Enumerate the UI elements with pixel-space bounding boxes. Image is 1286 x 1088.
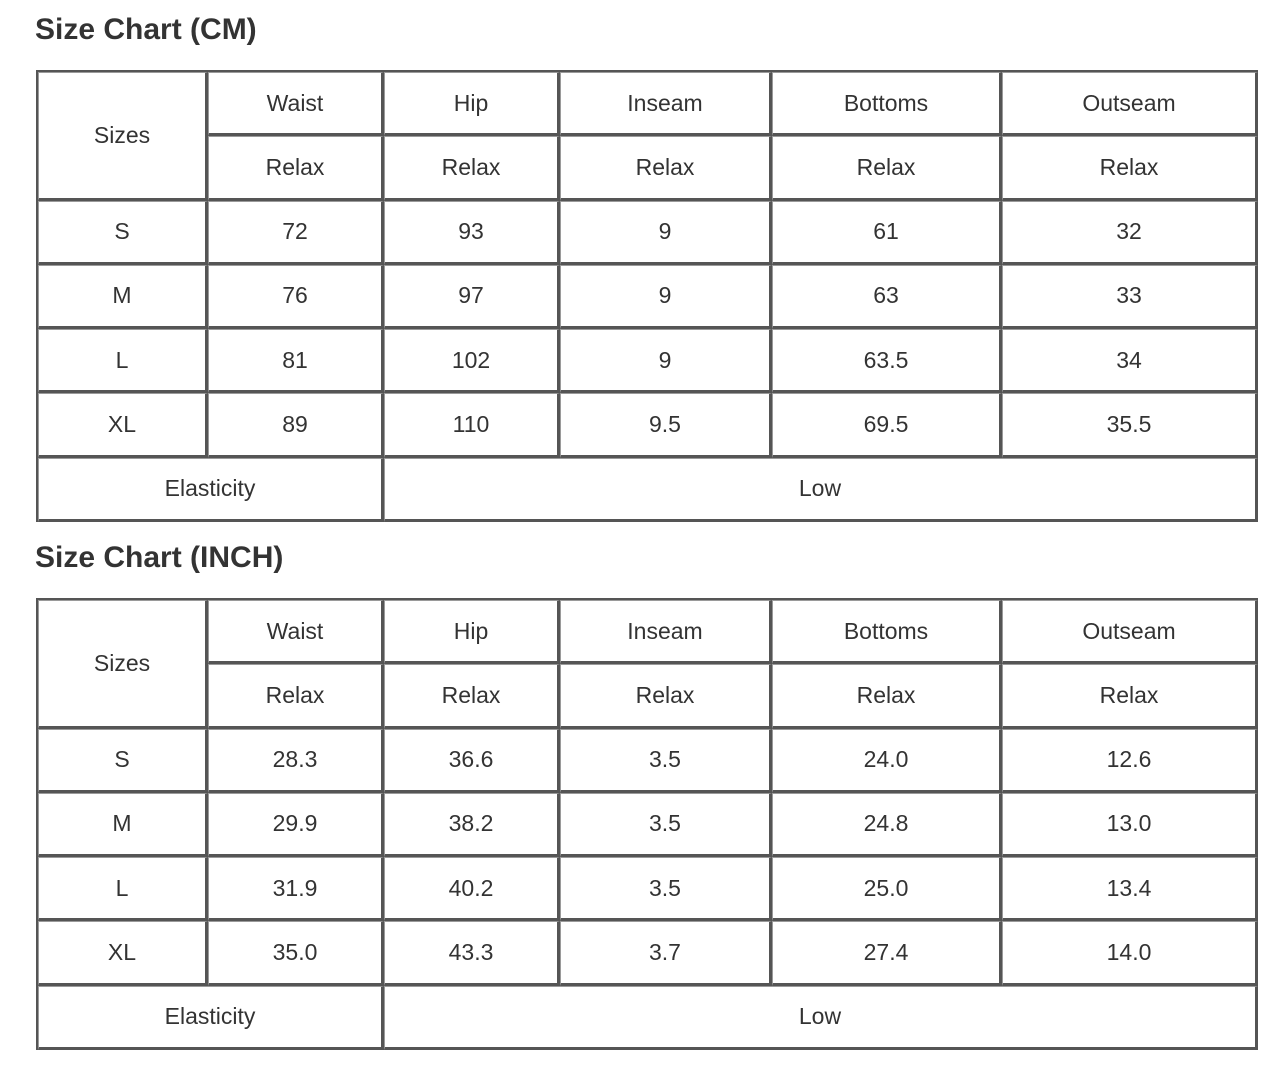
measurement-cell: 93	[384, 201, 560, 265]
table-row	[38, 921, 1258, 985]
measurement-cell: 27.4	[772, 921, 1002, 985]
measurement-cell: 3.5	[560, 793, 772, 857]
column-subheader: Relax	[560, 664, 772, 728]
measurement-cell: 102	[384, 329, 560, 393]
measurement-cell: 34	[1002, 329, 1258, 393]
measurement-cell: 40.2	[384, 857, 560, 921]
sizes-header: Sizes	[38, 72, 208, 201]
size-label: L	[38, 857, 208, 921]
elasticity-value: Low	[384, 986, 1258, 1050]
size-label: L	[38, 329, 208, 393]
column-subheader: Relax	[1002, 664, 1258, 728]
measurement-cell: 3.7	[560, 921, 772, 985]
size-label: XL	[38, 921, 208, 985]
measurement-cell: 32	[1002, 201, 1258, 265]
measurement-cell: 24.8	[772, 793, 1002, 857]
measurement-cell: 110	[384, 393, 560, 457]
elasticity-row	[38, 458, 1258, 522]
column-subheader: Relax	[384, 136, 560, 200]
column-subheader: Relax	[560, 136, 772, 200]
sizes-header: Sizes	[38, 600, 208, 729]
column-header-outseam: Outseam	[1002, 72, 1258, 136]
measurement-cell: 35.5	[1002, 393, 1258, 457]
measurement-cell: 31.9	[208, 857, 384, 921]
table-row	[38, 265, 1258, 329]
column-header-waist: Waist	[208, 72, 384, 136]
measurement-cell: 97	[384, 265, 560, 329]
column-header-inseam: Inseam	[560, 600, 772, 664]
column-header-waist: Waist	[208, 600, 384, 664]
measurement-cell: 12.6	[1002, 729, 1258, 793]
size-label: M	[38, 265, 208, 329]
measurement-cell: 72	[208, 201, 384, 265]
measurement-cell: 89	[208, 393, 384, 457]
measurement-cell: 9	[560, 265, 772, 329]
measurement-cell: 43.3	[384, 921, 560, 985]
size-label: M	[38, 793, 208, 857]
measurement-cell: 13.0	[1002, 793, 1258, 857]
column-header-outseam: Outseam	[1002, 600, 1258, 664]
measurement-cell: 36.6	[384, 729, 560, 793]
table-row	[38, 329, 1258, 393]
measurement-cell: 24.0	[772, 729, 1002, 793]
measurement-cell: 69.5	[772, 393, 1002, 457]
elasticity-row	[38, 986, 1258, 1050]
measurement-cell: 38.2	[384, 793, 560, 857]
size-label: S	[38, 201, 208, 265]
column-subheader: Relax	[208, 664, 384, 728]
column-header-hip: Hip	[384, 600, 560, 664]
measurement-cell: 29.9	[208, 793, 384, 857]
measurement-cell: 63	[772, 265, 1002, 329]
measurement-cell: 76	[208, 265, 384, 329]
measurement-cell: 3.5	[560, 857, 772, 921]
measurement-cell: 14.0	[1002, 921, 1258, 985]
table-row	[38, 793, 1258, 857]
size-chart-cm-title: Size Chart (CM)	[35, 13, 257, 46]
column-header-bottoms: Bottoms	[772, 72, 1002, 136]
elasticity-label: Elasticity	[38, 458, 384, 522]
header-row	[38, 72, 1258, 136]
column-subheader: Relax	[1002, 136, 1258, 200]
elasticity-value: Low	[384, 458, 1258, 522]
size-chart-cm-table	[36, 70, 1258, 522]
table-row	[38, 729, 1258, 793]
column-subheader: Relax	[772, 136, 1002, 200]
size-chart-inch-table	[36, 598, 1258, 1050]
measurement-cell: 33	[1002, 265, 1258, 329]
size-label: S	[38, 729, 208, 793]
table-row	[38, 857, 1258, 921]
measurement-cell: 13.4	[1002, 857, 1258, 921]
column-subheader: Relax	[384, 664, 560, 728]
column-header-hip: Hip	[384, 72, 560, 136]
column-header-inseam: Inseam	[560, 72, 772, 136]
measurement-cell: 9	[560, 329, 772, 393]
measurement-cell: 61	[772, 201, 1002, 265]
column-header-bottoms: Bottoms	[772, 600, 1002, 664]
subheader-row	[38, 136, 1258, 200]
measurement-cell: 35.0	[208, 921, 384, 985]
header-row	[38, 600, 1258, 664]
measurement-cell: 9.5	[560, 393, 772, 457]
column-subheader: Relax	[208, 136, 384, 200]
size-chart-inch-title: Size Chart (INCH)	[35, 541, 284, 574]
table-row	[38, 201, 1258, 265]
subheader-row	[38, 664, 1258, 728]
measurement-cell: 28.3	[208, 729, 384, 793]
measurement-cell: 3.5	[560, 729, 772, 793]
table-row	[38, 393, 1258, 457]
column-subheader: Relax	[772, 664, 1002, 728]
measurement-cell: 63.5	[772, 329, 1002, 393]
size-label: XL	[38, 393, 208, 457]
measurement-cell: 81	[208, 329, 384, 393]
measurement-cell: 25.0	[772, 857, 1002, 921]
elasticity-label: Elasticity	[38, 986, 384, 1050]
measurement-cell: 9	[560, 201, 772, 265]
